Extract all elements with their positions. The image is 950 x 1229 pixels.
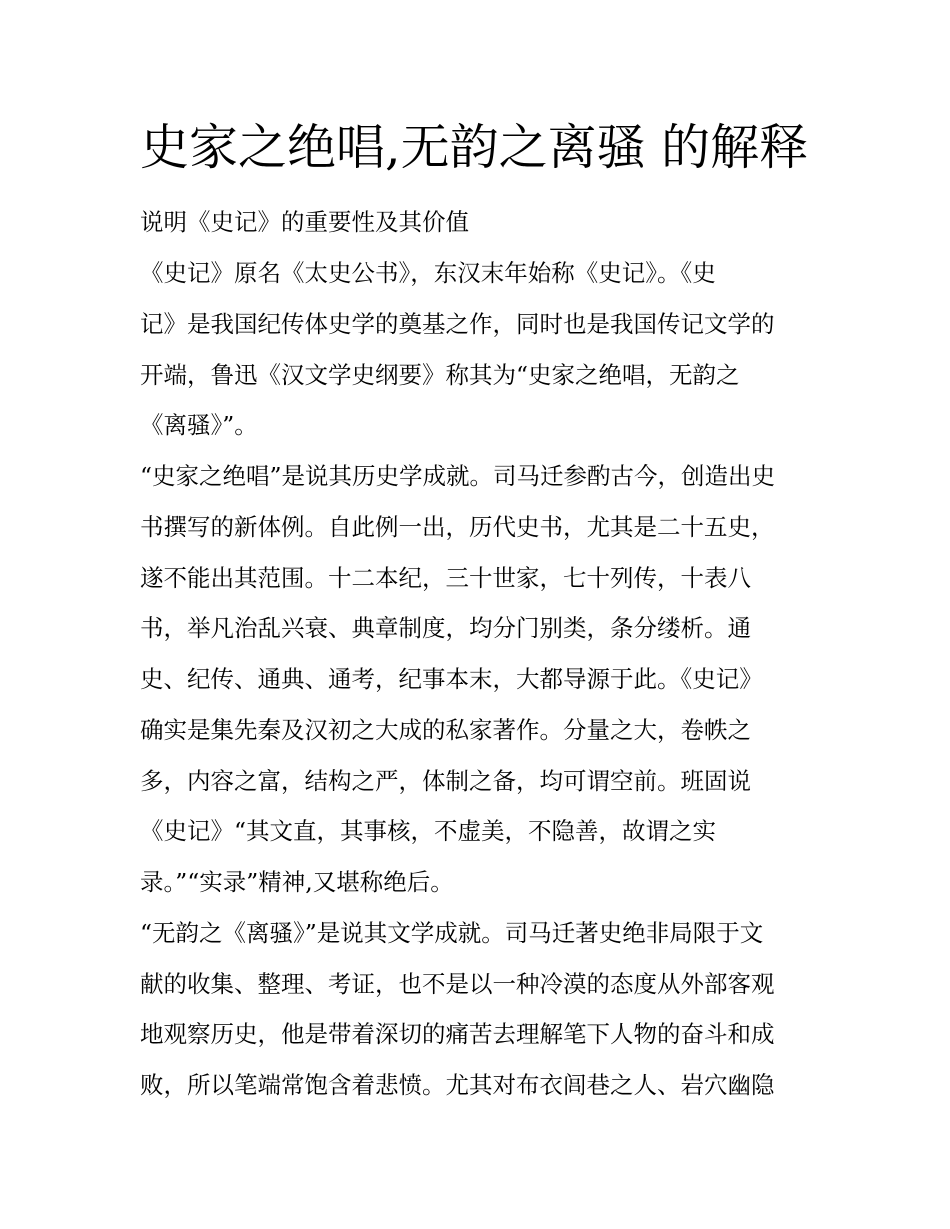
paragraph-1-line-1: 《史记》原名《太史公书》，东汉末年始称《史记》。《史 [140, 259, 716, 287]
paragraph-2-line-2: 书撰写的新体例。自此例一出，历代史书，尤其是二十五史， [140, 513, 775, 541]
paragraph-2-line-8: 《史记》“其文直，其事核，不虚美，不隐善，故谓之实 [140, 817, 717, 845]
paragraph-2-line-4: 书，举凡治乱兴衰、典章制度，均分门别类，条分缕析。通 [140, 614, 751, 642]
paragraph-3-line-2: 献的收集、整理、考证，也不是以一种冷漠的态度从外部客观 [140, 970, 775, 998]
paragraph-2-line-3: 遂不能出其范围。十二本纪，三十世家，七十列传，十表八 [140, 564, 751, 592]
paragraph-2-line-1: “史家之绝唱”是说其历史学成就。司马迁参酌古今，创造出史 [140, 462, 776, 490]
paragraph-3-line-4: 败，所以笔端常饱含着悲愤。尤其对布衣闾巷之人、岩穴幽隐 [140, 1071, 775, 1099]
paragraph-1-line-4: 《离骚》”。 [140, 411, 258, 439]
document-subtitle: 说明《史记》的重要性及其价值 [140, 208, 469, 236]
document-title: 史家之绝唱,无韵之离骚 的解释 [140, 119, 809, 176]
paragraph-3-line-3: 地观察历史，他是带着深切的痛苦去理解笔下人物的奋斗和成 [140, 1020, 775, 1048]
paragraph-3-line-1: “无韵之《离骚》”是说其文学成就。司马迁著史绝非局限于文 [140, 919, 764, 947]
paragraph-2-line-7: 多，内容之富，结构之严，体制之备，均可谓空前。班固说 [140, 767, 751, 795]
paragraph-2-line-5: 史、纪传、通典、通考，纪事本末，大都导源于此。《史记》 [140, 665, 763, 693]
paragraph-2-line-6: 确实是集先秦及汉初之大成的私家著作。分量之大，卷帙之 [140, 716, 751, 744]
paragraph-2-line-9: 录。”“实录”精神,又堪称绝后。 [140, 868, 454, 896]
paragraph-1-line-2: 记》是我国纪传体史学的奠基之作，同时也是我国传记文学的 [140, 310, 775, 338]
paragraph-1-line-3: 开端，鲁迅《汉文学史纲要》称其为“史家之绝唱，无韵之 [140, 361, 740, 389]
